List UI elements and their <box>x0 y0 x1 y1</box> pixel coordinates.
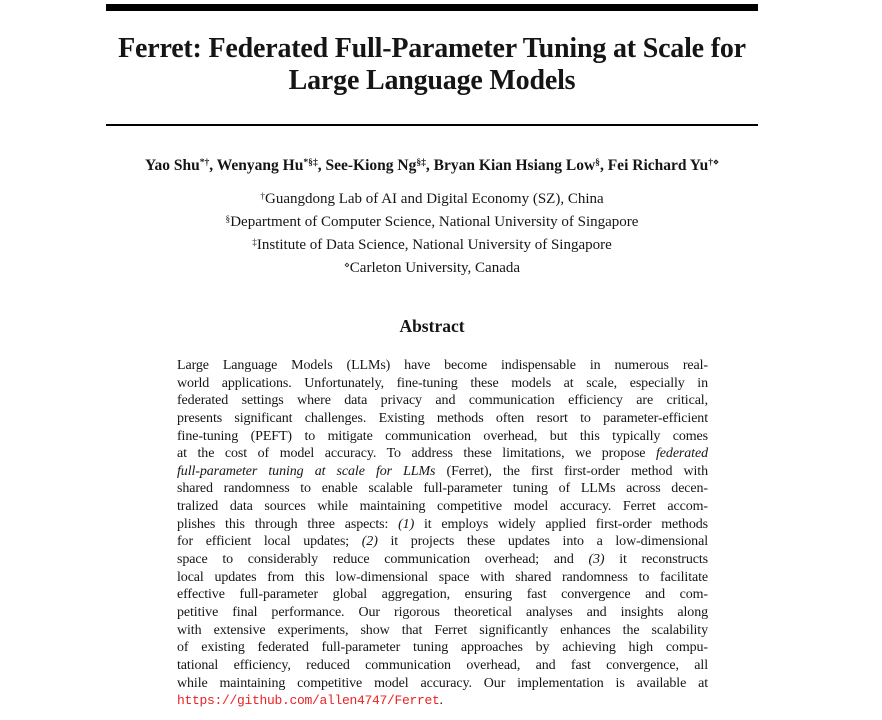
abstract-line <box>177 445 708 463</box>
superscript-marker: ‡ <box>252 237 257 248</box>
text-run: fine-tuning (PEFT) to mitigate communication overhead, but this typically comes <box>177 428 708 444</box>
superscript-marker: § <box>595 157 600 169</box>
text-run: local updates from this low-dimensional space with shared randomness to facilitate <box>177 569 708 585</box>
text-run: Department of Computer Science, National University of Singapore <box>230 214 639 230</box>
superscript-marker: § <box>225 214 231 225</box>
abstract-heading: Abstract <box>399 316 465 336</box>
abstract-line <box>177 551 708 569</box>
superscript-marker: *§‡ <box>303 157 318 169</box>
text-run: space to considerably reduce communication overhead; and <box>177 552 589 568</box>
abstract-line <box>177 675 708 693</box>
text-run: it reconstructs <box>604 552 708 568</box>
text-run: it employs widely applied first-order methods <box>414 516 708 532</box>
superscript-marker: ⋄ <box>343 260 350 271</box>
abstract-line <box>177 639 708 657</box>
text-run: Yao Shu <box>144 157 200 174</box>
text-run: , Bryan Kian Hsiang Low <box>425 157 596 174</box>
text-run: federated settings where data privacy and communication efficiency are critical, <box>177 393 708 409</box>
title-line-2: Large Language Models <box>288 65 576 96</box>
abstract-line <box>177 604 708 622</box>
italic-text-run: federated <box>656 446 708 462</box>
abstract-line <box>177 357 708 375</box>
text-run: Large Language Models (LLMs) have become indispensable in numerous real- <box>177 358 708 373</box>
title-line-1: Ferret: Federated Full-Parameter Tuning at Scale for <box>118 33 746 64</box>
abstract-line <box>177 410 708 428</box>
abstract-line <box>177 533 708 551</box>
text-run: (Ferret), the first first-order method with <box>435 463 708 479</box>
superscript-marker: *† <box>199 157 210 169</box>
text-run: Carleton University, Canada <box>349 260 521 276</box>
paper-title <box>86 33 778 97</box>
text-run: world applications. Unfortunately, fine-tuning these models at scale, especially in <box>177 375 708 391</box>
text-run: , Wenyang Hu <box>209 157 304 174</box>
abstract-line <box>177 463 708 481</box>
abstract-line <box>177 392 708 410</box>
text-run: of existing federated full-parameter tuning approaches by achieving high compu- <box>177 640 708 656</box>
abstract-line <box>177 498 708 516</box>
text-run: petitive final performance. Our rigorous theoretical analyses and insights along <box>177 604 708 620</box>
italic-text-run: (3) <box>588 552 605 568</box>
top-rule <box>106 4 758 11</box>
title-separator-rule <box>106 124 758 126</box>
superscript-marker: †⋄ <box>708 157 720 169</box>
affiliation-line <box>86 212 778 235</box>
italic-text-run: (1) <box>398 516 415 532</box>
abstract-line <box>177 375 708 393</box>
text-run: Guangdong Lab of AI and Digital Economy (SZ), China <box>264 191 604 207</box>
abstract-line <box>177 480 708 498</box>
text-run: effective full-parameter global aggregation, ensuring fast convergence and com- <box>177 587 708 603</box>
italic-text-run: (2) <box>361 534 378 550</box>
text-run: tational efficiency, reduced communication overhead, and fast convergence, all <box>177 657 708 673</box>
superscript-marker: † <box>260 191 265 202</box>
affiliation-line <box>86 258 778 281</box>
text-run: , See-Kiong Ng <box>317 157 417 174</box>
text-run: while maintaining competitive model accuracy. Our implementation is available at <box>177 675 708 691</box>
abstract-line <box>177 569 708 587</box>
text-run: Institute of Data Science, National University of Singapore <box>256 237 612 253</box>
abstract-line <box>177 586 708 604</box>
affiliation-line <box>86 189 778 212</box>
text-run: . <box>439 693 443 709</box>
github-url-link[interactable]: https://github.com/allen4747/Ferret <box>177 693 440 709</box>
abstract-body <box>177 357 708 710</box>
text-run: tralized data sources while maintaining competitive model accuracy. Ferret accom- <box>177 499 708 515</box>
affiliations-block <box>86 189 778 281</box>
abstract-line <box>177 516 708 534</box>
text-run: plishes this through three aspects: <box>177 516 399 532</box>
text-run: shared randomness to enable scalable full-parameter tuning of LLMs across decen- <box>177 481 708 497</box>
affiliation-line <box>86 235 778 258</box>
abstract-line <box>177 428 708 446</box>
abstract-line <box>177 657 708 675</box>
text-run: , Fei Richard Yu <box>599 157 709 174</box>
text-run: with extensive experiments, show that Ferret significantly enhances the scalability <box>177 622 708 638</box>
superscript-marker: §‡ <box>416 157 426 169</box>
text-run: presents significant challenges. Existing methods often resort to parameter-efficient <box>177 410 708 426</box>
abstract-line <box>177 622 708 640</box>
text-run: at the cost of model accuracy. To address these limitations, we propose <box>177 446 657 462</box>
text-run: for efficient local updates; <box>177 534 362 550</box>
italic-text-run: full-parameter tuning at scale for LLMs <box>177 463 436 479</box>
abstract-line <box>177 692 708 710</box>
author-line <box>86 155 778 179</box>
text-run: it projects these updates into a low-dimensional <box>377 534 708 550</box>
